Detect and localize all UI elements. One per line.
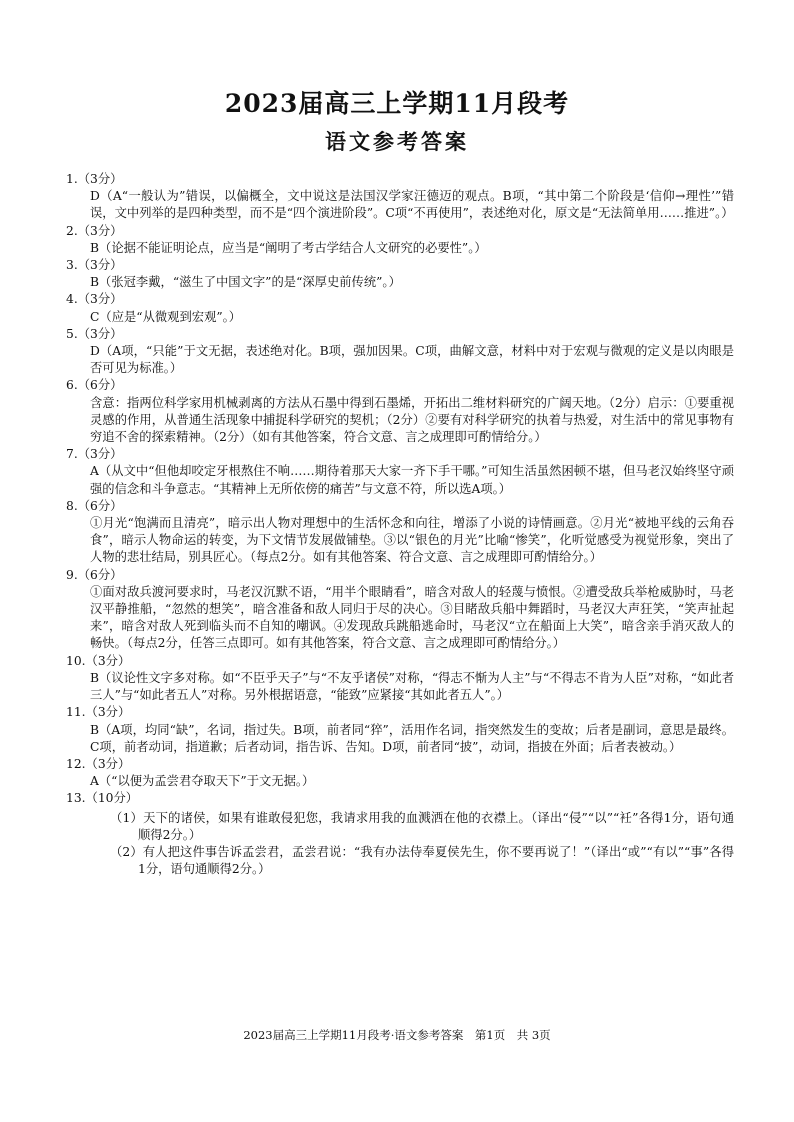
answer-text: B（A项，均同“缺”，名词，指过失。B项，前者同“猝”，活用作名词，指突然发生的变故；后者是副词，意思是最终。C项，前者动词，指道歉；后者动词，指告诉、告知。D项，前者同“披”，动词，指披在外面；后者表被动。） [90, 722, 734, 754]
question-number: 4.（3分） [66, 292, 123, 307]
answer-item [66, 704, 734, 756]
translation-answer: （1）天下的诸侯，如果有谁敢侵犯您，我请求用我的血溅洒在他的衣襟上。（译出“侵”“以”“衽”各得1分，语句通顺得2分。） [110, 810, 734, 842]
question-number: 10.（3分） [66, 653, 131, 668]
answer-text: D（A“一般认为”错误，以偏概全，文中说这是法国汉学家汪德迈的观点。B项，“其中第二个阶段是‘信仰→理性’”错误，文中列举的是四种类型，而不是“四个演进阶段”。C项“不再使用”，表述绝对化，原文是“无法简单用……推进”。） [90, 189, 734, 221]
translation-answer: （2）有人把这件事告诉孟尝君，孟尝君说：“我有办法侍奉夏侯先生，你不要再说了！”（译出“或”“有以”“事”各得1分，语句通顺得2分。） [110, 844, 734, 877]
answer-item [66, 756, 734, 790]
answer-item [66, 653, 734, 705]
answers-list [66, 171, 734, 878]
answer-item [66, 291, 734, 325]
question-number: 6.（6分） [66, 378, 123, 393]
question-number: 8.（6分） [66, 498, 123, 513]
question-number: 7.（3分） [66, 447, 123, 462]
answer-text: D（A项，“只能”于文无据，表述绝对化。B项，强加因果。C项，曲解文意，材料中对于宏观与微观的定义是以肉眼是否可见为标准。） [90, 344, 734, 376]
answer-text: ①月光“饱满而且清亮”，暗示出人物对理想中的生活怀念和向往，增添了小说的诗情画意。②月光“被地平线的云角吞食”，暗示人物命运的转变，为下文情节发展做铺垫。③以“银色的月光”比喻“惨笑”，化听觉感受为视觉形象，突出了人物的悲壮结局，别具匠心。（每点2分。如有其他答案、符合文意、言之成理即可酌情给分。） [90, 516, 734, 565]
answer-item [66, 790, 734, 878]
answer-text: ①面对敌兵渡河要求时，马老汉沉默不语，“用半个眼睛看”，暗含对敌人的轻蔑与愤恨。②遭受敌兵举枪威胁时，马老汉平静推船，“忽然的想笑”，暗含准备和敌人同归于尽的决心。③目睹敌兵船中舞蹈时，马老汉大声狂笑，“笑声扯起来”，暗含对敌人死到临头而不自知的嘲讽。④发现敌兵跳船逃命时，马老汉“立在船面上大笑”，暗含亲手消灭敌人的畅快。（每点2分，任答三点即可。如有其他答案，符合文意、言之成理即可酌情给分。） [90, 584, 734, 651]
question-number: 5.（3分） [66, 326, 123, 341]
answer-item [66, 326, 734, 378]
answer-text: A（“以便为孟尝君夺取天下”于文无据。） [90, 774, 315, 789]
answer-item [66, 498, 734, 567]
answer-text: A（从文中“但他却咬定牙根熬住不响……期待着那天大家一齐下手干哪。”可知生活虽然困顿不堪，但马老汉始终坚守顽强的信念和斗争意志。“其精神上无所依傍的痛苦”与文意不符，所以选A项。） [90, 464, 734, 496]
answer-item [66, 446, 734, 498]
answer-item [66, 171, 734, 223]
page-footer: 2023届高三上学期11月段考·语文参考答案 第1页 共 3页 [243, 1028, 551, 1042]
question-number: 3.（3分） [66, 258, 123, 273]
page-title: 2023届高三上学期11月段考 [224, 89, 570, 118]
answer-item [66, 567, 734, 653]
question-number: 12.（3分） [66, 756, 131, 771]
question-number: 9.（6分） [66, 567, 123, 582]
question-number: 2.（3分） [66, 223, 123, 238]
answer-item [66, 257, 734, 291]
question-number: 13.（10分） [66, 791, 139, 806]
answer-item [66, 377, 734, 446]
question-number: 1.（3分） [66, 172, 123, 186]
page-subtitle: 语文参考答案 [325, 129, 469, 154]
answer-text: C（应是“从微观到宏观”。） [90, 309, 242, 324]
answer-text: B（论据不能证明论点，应当是“阐明了考古学结合人文研究的必要性”。） [90, 240, 487, 255]
answer-text: 含意：指两位科学家用机械剥离的方法从石墨中得到石墨烯，开拓出二维材料研究的广阔天地。（2分）启示：①要重视灵感的作用，从普通生活现象中捕捉科学研究的契机；（2分）②要有对科学研究的执着与热爱，对生活中的常见事物有穷追不舍的探索精神。（2分）（如有其他答案，符合文意、言之成理即可酌情给分。） [90, 395, 734, 445]
answer-item [66, 223, 734, 257]
answer-text: B（议论性文字多对称。如“不臣乎天子”与“不友乎诸侯”对称，“得志不惭为人主”与“不得志不肯为人臣”对称，“如此者三人”与“如此者五人”对称。另外根据语意，“能致”应紧接“其如此者五人”。） [90, 670, 734, 703]
question-number: 11.（3分） [66, 705, 131, 720]
answer-text: B（张冠李戴，“滋生了中国文字”的是“深厚史前传统”。） [90, 275, 401, 290]
